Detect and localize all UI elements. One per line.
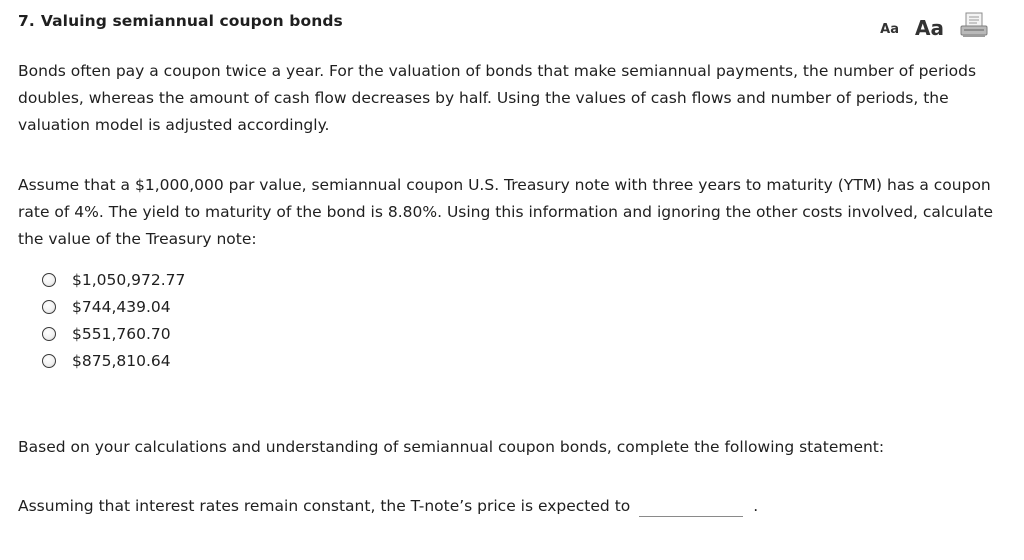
answer-option-label: $1,050,972.77 <box>72 270 186 289</box>
question-number: 7. <box>18 12 35 30</box>
answer-option[interactable] <box>42 293 185 320</box>
radio-button[interactable] <box>42 273 56 287</box>
radio-button[interactable] <box>42 354 56 368</box>
intro-paragraph: Bonds often pay a coupon twice a year. For the valuation of bonds that make semiannual payments, the number of periods doubles, whereas the amount of cash flow decreases by half. Using the values of cash flows and number of periods, the valuation model is adjusted accordingly. <box>18 62 977 134</box>
answer-option-label: $875,810.64 <box>72 351 171 370</box>
statement-dropdown[interactable] <box>639 496 743 517</box>
answer-option-label: $744,439.04 <box>72 297 171 316</box>
decrease-text-size-button[interactable]: Aa <box>880 22 900 37</box>
question-title-text: Valuing semiannual coupon bonds <box>40 12 343 30</box>
answer-option[interactable] <box>42 320 185 347</box>
statement-period: . <box>753 497 759 515</box>
answer-options <box>42 266 185 374</box>
problem-paragraph: Assume that a $1,000,000 par value, semiannual coupon U.S. Treasury note with three years to maturity (YTM) has a coupon rate of 4%. The yield to maturity of the bond is 8.80%. Using this information and ignoring the other costs involved, calculate the value of the Treasury note: <box>18 176 994 248</box>
toolbar <box>880 10 988 38</box>
question-title <box>18 12 343 30</box>
statement-instructions: Based on your calculations and understanding of semiannual coupon bonds, complete the following statement: <box>18 438 885 456</box>
increase-text-size-button[interactable]: Aa <box>915 16 944 40</box>
radio-button[interactable] <box>42 327 56 341</box>
fill-in-statement <box>18 490 758 520</box>
answer-option[interactable] <box>42 266 185 293</box>
answer-option[interactable] <box>42 347 185 374</box>
print-icon[interactable] <box>960 12 988 38</box>
answer-option-label: $551,760.70 <box>72 324 171 343</box>
statement-text: Assuming that interest rates remain constant, the T-note’s price is expected to <box>18 497 631 515</box>
radio-button[interactable] <box>42 300 56 314</box>
